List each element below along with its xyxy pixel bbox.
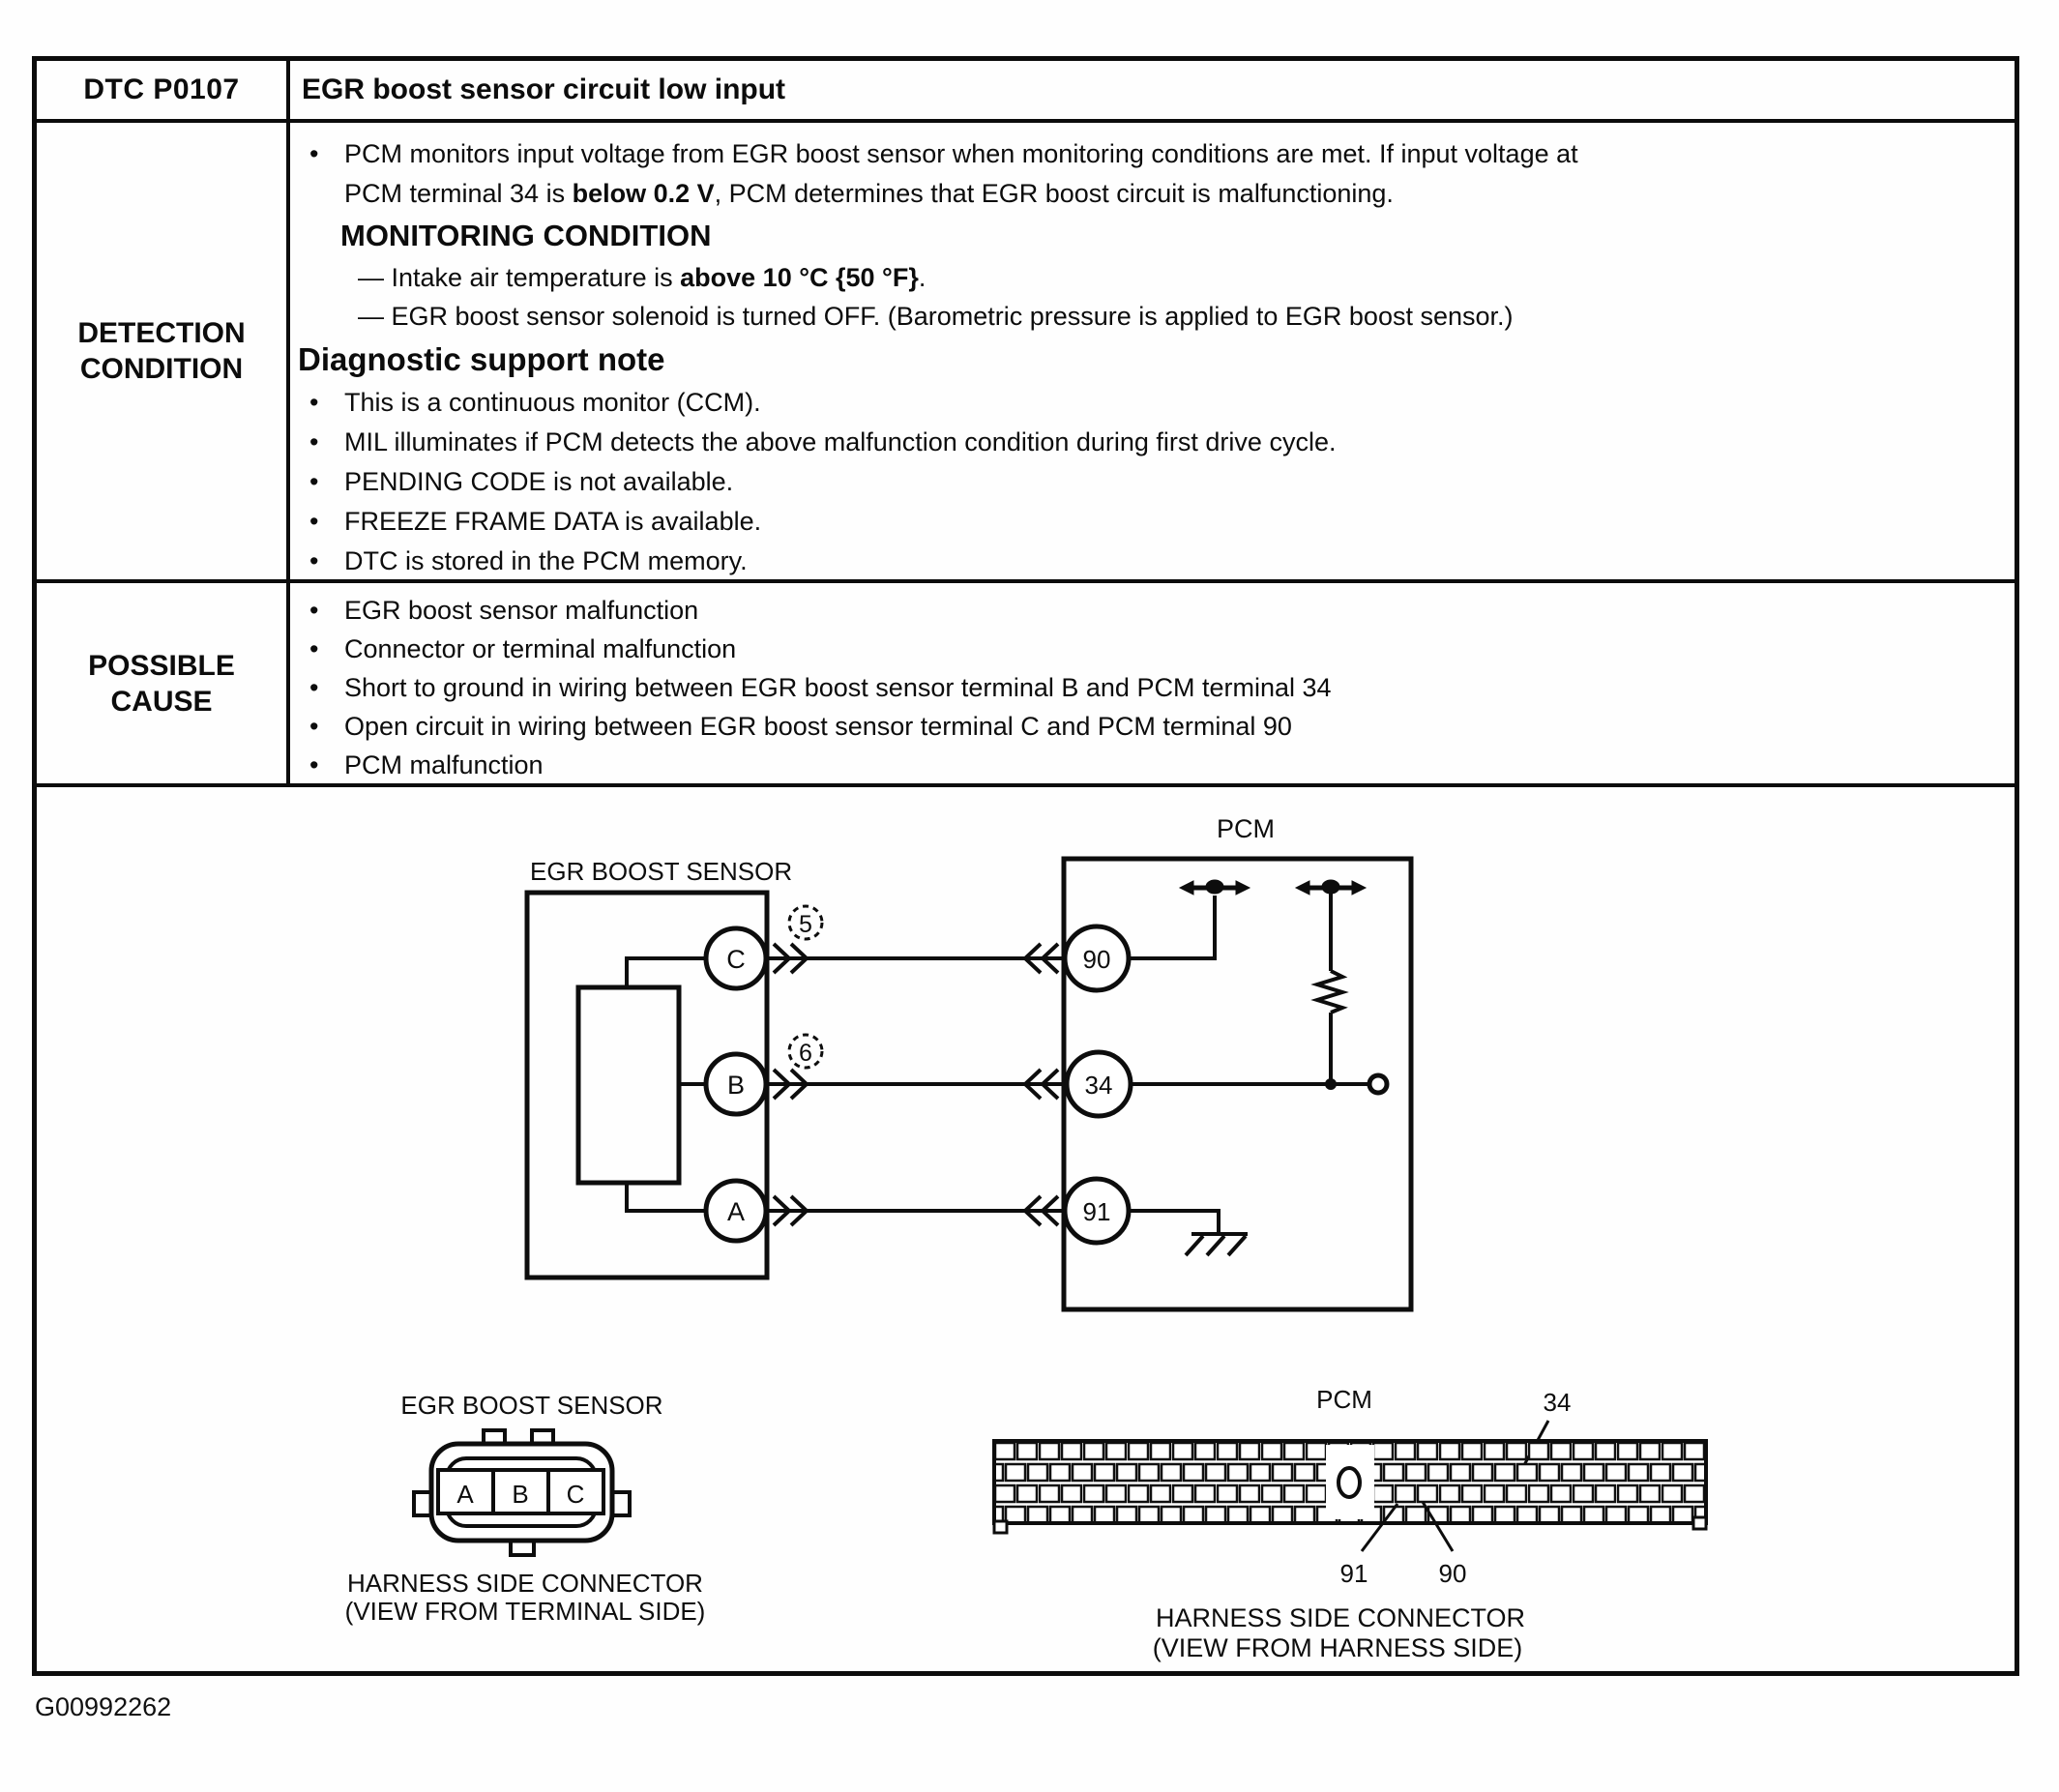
detection-condition-row	[37, 123, 2015, 583]
ground-icon	[1186, 1234, 1248, 1255]
connector-foot	[994, 1521, 1007, 1533]
sensor-pin-a: A	[726, 1197, 746, 1226]
sensor-pin-b: B	[726, 1071, 746, 1100]
br-connector-hole	[1338, 1468, 1360, 1497]
bullet-dot-icon: •	[309, 388, 319, 417]
ref-5: 5	[799, 911, 812, 938]
br-caption-2: (VIEW FROM HARNESS SIDE)	[1152, 1633, 1523, 1662]
connector-foot	[1693, 1517, 1706, 1529]
bullet-dot-icon: •	[309, 750, 319, 779]
br-label-34: 34	[1543, 1388, 1572, 1417]
bullet-dot-icon: •	[309, 507, 319, 536]
bullet-dot-icon: •	[309, 139, 319, 168]
resistor-icon	[1317, 971, 1342, 1013]
cause-bullet: • Short to ground in wiring between EGR boost sensor terminal B and PCM terminal 34	[290, 668, 1989, 707]
bullet-dot-icon: •	[309, 467, 319, 496]
support-bullet: • MIL illuminates if PCM detects the above malfunction condition during first drive cycle.	[290, 423, 1989, 462]
monitoring-condition-2: — EGR boost sensor solenoid is turned OFF. (Barometric pressure is applied to EGR boost sensor.)	[358, 302, 1514, 331]
ref-6: 6	[799, 1040, 812, 1067]
wiring-diagram-cell	[37, 787, 2015, 1671]
cause-bullet: • EGR boost sensor malfunction	[290, 591, 1989, 630]
sensor-pin-c: C	[726, 945, 746, 974]
power-supply-icon	[1296, 880, 1366, 895]
monitoring-condition-1: — Intake air temperature is above 10 °C {50 °F}.	[358, 263, 927, 292]
connector-tab	[612, 1492, 630, 1515]
possible-cause-label: POSSIBLE CAUSE	[37, 583, 290, 783]
wiring-diagram	[37, 787, 2015, 1671]
sensor-element-box	[578, 987, 679, 1183]
power-supply-icon	[1180, 880, 1250, 895]
bl-terminal-a: A	[456, 1480, 474, 1509]
detection-bullet-1	[290, 134, 1989, 214]
br-label-91: 91	[1339, 1559, 1368, 1588]
support-bullet: • DTC is stored in the PCM memory.	[290, 542, 1989, 581]
bullet-dot-icon: •	[309, 546, 319, 575]
pcm-pin-90: 90	[1082, 945, 1111, 974]
dtc-title: EGR boost sensor circuit low input	[302, 73, 786, 105]
possible-cause-row	[37, 583, 2015, 787]
bullet-dot-icon: •	[309, 712, 319, 741]
detection-b1-l1: PCM monitors input voltage from EGR boost sensor when monitoring conditions are met. If input voltage at	[344, 139, 1578, 168]
bullet-dot-icon: •	[309, 673, 319, 702]
support-bullet: • FREEZE FRAME DATA is available.	[290, 502, 1989, 542]
egr-sensor-title: EGR BOOST SENSOR	[530, 857, 793, 886]
pcm-title: PCM	[1217, 814, 1275, 843]
pcm-internal-91-wire	[1129, 1211, 1219, 1234]
bullet-dot-icon: •	[309, 427, 319, 456]
cause-bullet: • Open circuit in wiring between EGR boost sensor terminal C and PCM terminal 90	[290, 707, 1989, 746]
br-caption-1: HARNESS SIDE CONNECTOR	[1155, 1603, 1526, 1632]
dtc-header-row	[37, 61, 2015, 123]
support-bullet: • This is a continuous monitor (CCM).	[290, 383, 1989, 423]
signal-node-icon	[1369, 1075, 1387, 1093]
figure-id: G00992262	[35, 1692, 172, 1721]
bl-caption-2: (VIEW FROM TERMINAL SIDE)	[344, 1597, 706, 1626]
monitoring-condition-heading: MONITORING CONDITION	[340, 219, 712, 252]
connector-tab	[414, 1492, 431, 1515]
cause-bullet: • PCM malfunction	[290, 746, 1989, 784]
support-bullet: • PENDING CODE is not available.	[290, 462, 1989, 502]
possible-cause-content	[290, 583, 2015, 783]
bullet-dot-icon: •	[309, 634, 319, 663]
bullet-dot-icon: •	[309, 596, 319, 625]
bl-terminal-c: C	[566, 1480, 585, 1509]
bl-connector-title: EGR BOOST SENSOR	[400, 1391, 663, 1420]
pcm-pin-91: 91	[1082, 1197, 1111, 1226]
wire-c-internal	[627, 958, 706, 987]
br-label-90: 90	[1438, 1559, 1467, 1588]
diagnostic-support-note-heading: Diagnostic support note	[298, 341, 665, 377]
detection-b1-l2-pre: PCM terminal 34 is	[344, 179, 573, 208]
wire-a-internal	[627, 1183, 706, 1211]
dtc-table	[32, 56, 2019, 1676]
detection-condition-content	[290, 123, 2015, 579]
bl-caption-1: HARNESS SIDE CONNECTOR	[347, 1569, 703, 1598]
pcm-internal-90-wire	[1129, 896, 1215, 958]
detection-b1-l2-bold: below 0.2 V	[572, 179, 715, 208]
cause-bullet: • Connector or terminal malfunction	[290, 630, 1989, 668]
pcm-pin-34: 34	[1084, 1071, 1113, 1100]
detection-b1-l2-post: , PCM determines that EGR boost circuit is malfunctioning.	[714, 179, 1394, 208]
dtc-code: DTC P0107	[37, 61, 290, 119]
br-pcm-title: PCM	[1316, 1385, 1372, 1414]
detection-condition-label: DETECTION CONDITION	[37, 123, 290, 579]
bl-terminal-b: B	[512, 1480, 529, 1509]
